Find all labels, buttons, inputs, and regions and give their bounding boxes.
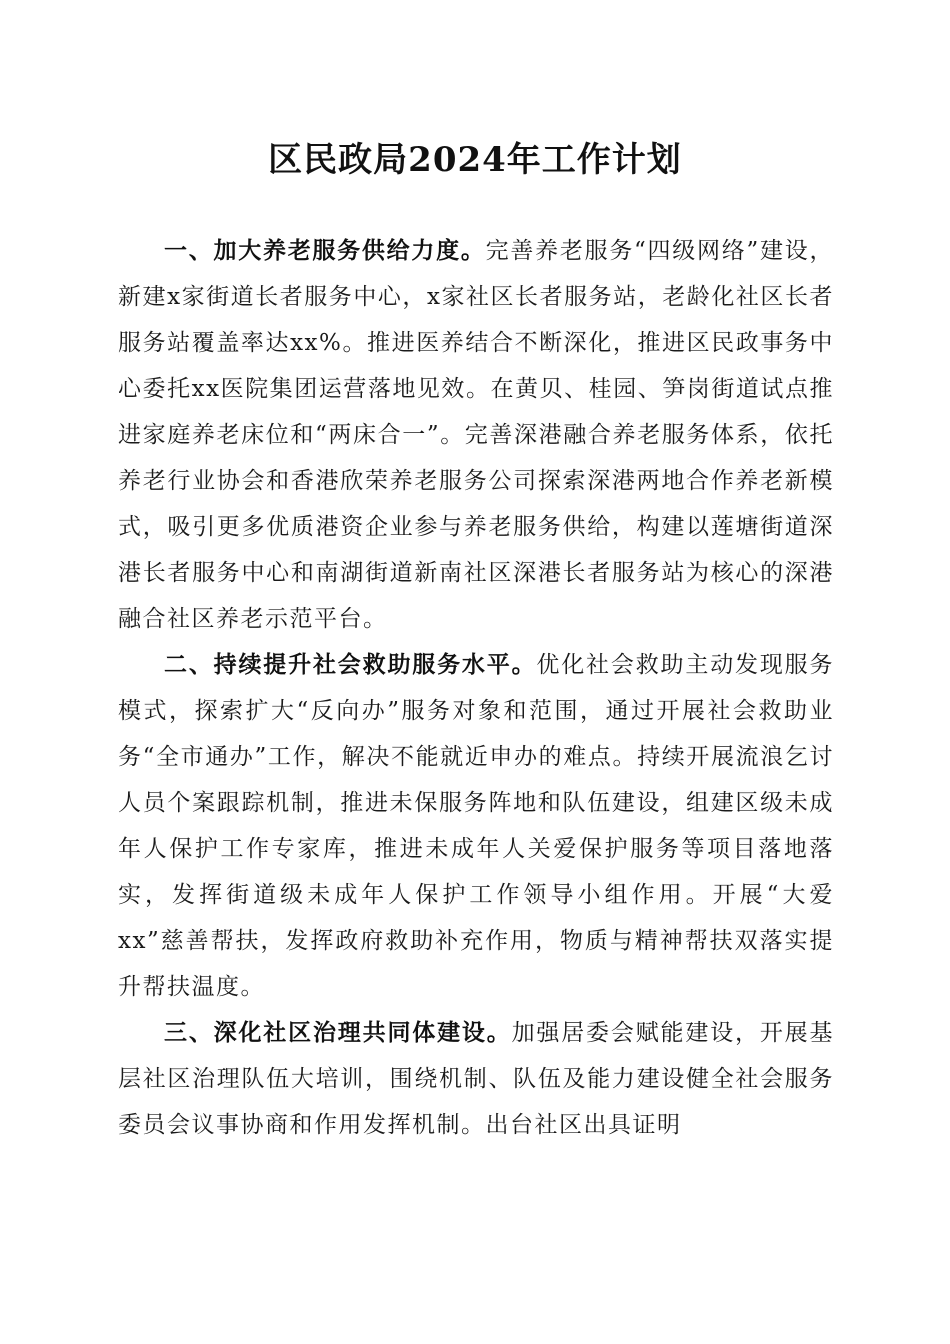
section-text: 优化社会救助主动发现服务模式，探索扩大“反向办”服务对象和范围，通过开展社会救助业务“全市通办”工作，解决不能就近申办的难点。持续开展流浪乞讨人员个案跟踪机制，推进未保服务阵地和队伍建设，组建区级未成年人保护工作专家库，推进未成年人关爱保护服务等项目落地落实，发挥街道级未成年人保护工作领导小组作用。开展“大爱xx”慈善帮扶，发挥政府救助补充作用，物质与精神帮扶双落实提升帮扶温度。	[118, 652, 835, 1000]
section-heading: 三、深化社区治理共同体建设。	[164, 1020, 512, 1046]
section-text: 完善养老服务“四级网络”建设，新建x家街道长者服务中心，x家社区长者服务站，老龄化社区长者服务站覆盖率达xx%。推进医养结合不断深化，推进区民政事务中心委托xx医院集团运营落地见效。在黄贝、桂园、笋岗街道试点推进家庭养老床位和“两床合一”。完善深港融合养老服务体系，依托养老行业协会和香港欣荣养老服务公司探索深港两地合作养老新模式，吸引更多优质港资企业参与养老服务供给，构建以莲塘街道深港长者服务中心和南湖街道新南社区深港长者服务站为核心的深港融合社区养老示范平台。	[118, 238, 834, 632]
section-elderly-care	[118, 228, 834, 642]
section-text: 加强居委会赋能建设，开展基层社区治理队伍大培训，围绕机制、队伍及能力建设健全社会服务委员会议事协商和作用发挥机制。出台社区出具证明	[118, 1020, 835, 1138]
document-title: 区民政局2024年工作计划	[268, 140, 682, 180]
section-community-governance	[118, 1010, 834, 1148]
section-heading: 二、持续提升社会救助服务水平。	[164, 652, 537, 678]
section-social-assistance	[118, 642, 834, 1010]
document-body	[118, 228, 834, 1148]
section-heading: 一、加大养老服务供给力度。	[164, 238, 486, 264]
